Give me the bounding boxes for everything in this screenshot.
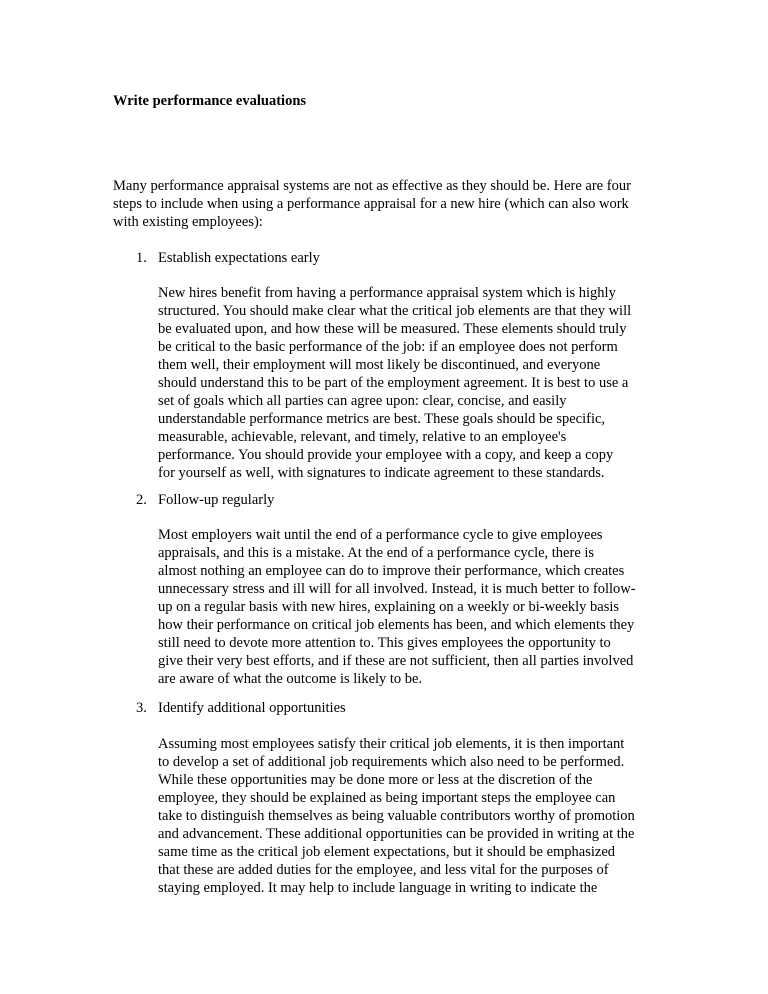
- list-item-heading-text: Identify additional opportunities: [158, 700, 346, 716]
- body-line: Assuming most employees satisfy their critical job elements, it is then important: [158, 736, 625, 752]
- list-item-heading-text: Establish expectations early: [158, 250, 320, 266]
- body-line: performance. You should provide your employee with a copy, and keep a copy: [158, 447, 614, 463]
- document-title: Write performance evaluations: [113, 93, 307, 109]
- intro-line: Many performance appraisal systems are not as effective as they should be. Here are four: [113, 178, 631, 194]
- body-line: understandable performance metrics are best. These goals should be specific,: [158, 411, 606, 427]
- body-line: still need to devote more attention to. This gives employees the opportunity to: [158, 635, 611, 651]
- list-item-heading-1: [136, 249, 320, 267]
- body-line: staying employed. It may help to include language in writing to indicate the: [158, 880, 598, 896]
- body-line: measurable, achievable, relevant, and timely, relative to an employee's: [158, 429, 567, 445]
- body-line: New hires benefit from having a performance appraisal system which is highly: [158, 285, 616, 301]
- body-line: to develop a set of additional job requirements which also need to be performed.: [158, 754, 625, 770]
- list-item-body-1: [158, 284, 658, 482]
- body-line: that these are added duties for the employee, and less vital for the purposes of: [158, 862, 609, 878]
- body-line: should understand this to be part of the employment agreement. It is best to use a: [158, 375, 629, 391]
- body-line: employee, they should be explained as being important steps the employee can: [158, 790, 616, 806]
- body-line: set of goals which all parties can agree upon: clear, concise, and easily: [158, 393, 567, 409]
- body-line: While these opportunities may be done more or less at the discretion of the: [158, 772, 593, 788]
- intro-paragraph: [113, 177, 661, 231]
- body-line: are aware of what the outcome is likely to be.: [158, 671, 423, 687]
- body-line: take to distinguish themselves as being valuable contributors worthy of promotion: [158, 808, 635, 824]
- body-line: them well, their employment will most likely be discontinued, and everyone: [158, 357, 601, 373]
- intro-line: with existing employees):: [113, 214, 263, 230]
- body-line: how their performance on critical job elements has been, and which elements they: [158, 617, 635, 633]
- body-line: unnecessary stress and ill will for all involved. Instead, it is much better to follow-: [158, 581, 636, 597]
- body-line: for yourself as well, with signatures to indicate agreement to these standards.: [158, 465, 605, 481]
- body-line: almost nothing an employee can do to improve their performance, which creates: [158, 563, 625, 579]
- body-line: Most employers wait until the end of a performance cycle to give employees: [158, 527, 603, 543]
- intro-line: steps to include when using a performance appraisal for a new hire (which can also work: [113, 196, 629, 212]
- body-line: be evaluated upon, and how these will be measured. These elements should truly: [158, 321, 627, 337]
- body-line: up on a regular basis with new hires, explaining on a weekly or bi-weekly basis: [158, 599, 620, 615]
- body-line: same time as the critical job element expectations, but it should be emphasized: [158, 844, 616, 860]
- list-item-number: 3.: [136, 700, 147, 716]
- list-item-heading-text: Follow-up regularly: [158, 492, 275, 508]
- body-line: and advancement. These additional opportunities can be provided in writing at the: [158, 826, 635, 842]
- list-item-body-3: [158, 735, 658, 897]
- list-item-number: 1.: [136, 250, 147, 266]
- list-item-number: 2.: [136, 492, 147, 508]
- body-line: give their very best efforts, and if these are not sufficient, then all parties involved: [158, 653, 634, 669]
- list-item-heading-3: [136, 699, 346, 717]
- list-item-heading-2: [136, 491, 274, 509]
- list-item-body-2: [158, 526, 658, 688]
- body-line: appraisals, and this is a mistake. At the end of a performance cycle, there is: [158, 545, 595, 561]
- body-line: be critical to the basic performance of the job: if an employee does not perform: [158, 339, 618, 355]
- body-line: structured. You should make clear what the critical job elements are that they will: [158, 303, 632, 319]
